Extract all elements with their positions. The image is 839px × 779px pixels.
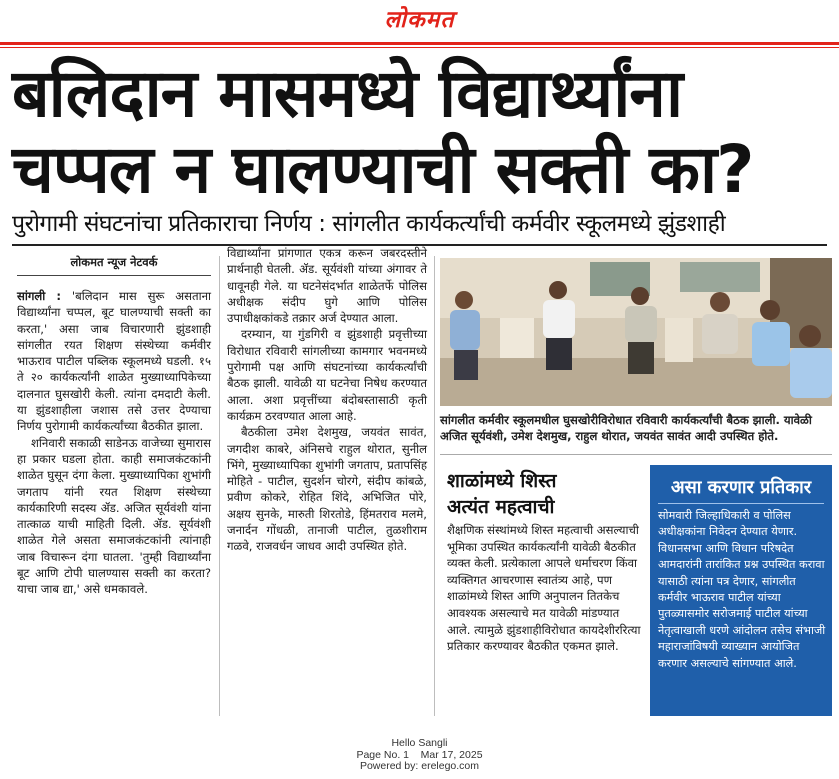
paragraph: बैठकीला उमेश देशमुख, जयवंत सावंत, जगदीश काबरे, अंनिसचे राहुल थोरात, सुनील भिंगे, मुख्याध्यापिका शुभांगी जगताप, प्रतापसिंह मोहिते - पाटील, सुदर्शन चोरगे, संदीप कांबळे, प्रवीण कोकरे, रोहित शिंदे, अभिजित पोरे, अक्षय सुनके, मारुती शिरतोडे, हिंमतराव मलमे, जनार्दन गोंधळी, तानाजी पाटील, तुळशीराम गळवे, राजवर्धन जाधव आदी उपस्थित होते. — [227, 425, 427, 554]
masthead-rule — [0, 42, 839, 45]
masthead-rule-thin — [0, 47, 839, 48]
column-divider — [434, 256, 435, 716]
info-box-heading: असा करणार प्रतिकार — [670, 477, 812, 498]
footer-page-date: Page No. 1 Mar 17, 2025 — [356, 748, 483, 761]
paragraph: दरम्यान, या गुंडगिरी व झुंडशाही प्रवृत्तीच्या विरोधात रविवारी सांगलीच्या कामगार भवनमध्ये पुरोगामी पक्ष आणि संघटनांच्या कार्यकर्त्यांची बैठक झाली. यावेळी या घटनेचा निषेध करण्यात आला. अशा प्रवृत्तींच्या बंदोबस्तासाठी कृती कार्यक्रम ठरवण्यात आला आहे. — [227, 327, 427, 423]
sidebar-heading-line-2: अत्यंत महत्वाची — [447, 496, 555, 518]
footer-powered-by: Powered by: erelego.com — [359, 760, 480, 772]
photo-caption: सांगलीत कर्मवीर स्कूलमधील घुसखोरीविरोधात रविवारी कार्यकर्त्यांची बैठक झाली. यावेळी अजित सूर्यवंशी, उमेश देशमुख, राहुल थोरात, जयवंत सावंत आदी उपस्थित होते. — [440, 413, 812, 443]
sidebar-text: शैक्षणिक संस्थांमध्ये शिस्त महत्वाची असल्याची भूमिका उपस्थित कार्यकर्त्यांनी यावेळी बैठकीत व्यक्त केली. प्रत्येकाला आपले धर्माचरण किंवा व्यक्तिगत आचरणास स्वातंत्र्य आहे, पण शाळांमध्ये शिस्त आणि अनुपालन तितकेच आवश्यक असल्याचे मत यावेळी मांडण्यात आले. त्यामुळे झुंडशाहीविरोधात कायदेशीररित्या प्रतिकार करण्यावर बैठकीत एकमत झाले. — [447, 523, 641, 654]
paragraph — [17, 288, 211, 435]
footer-edition: Hello Sangli — [391, 737, 448, 749]
meeting-photo — [440, 258, 832, 406]
paragraph-text: 'बलिदान मास सुरू असताना विद्यार्थ्यांना चप्पल, बूट घालण्याची सक्ती का करता,' असा जाब विचारणारी झुंडशाही सांगलीत रयत शिक्षण संस्थेच्या कर्मवीर भाऊराव पाटील पब्लिक स्कूलमध्ये घडली. १५ ते २० कार्यकर्त्यांनी शाळेत मुख्याध्यापिकेच्या दालनात घुसखोरी केली. त्यांना दमदाटी केली. या झुंडशाहीला जशास तसे उत्तर देण्याचा निर्णय पुरोगामी कार्यकर्त्यांच्या बैठकीत झाला. — [17, 289, 212, 434]
article-column-1 — [17, 288, 211, 598]
sidebar-heading-line-1: शाळांमध्ये शिस्त — [447, 470, 557, 492]
headline-line-1: बलिदान मासमध्ये विद्यार्थ्यांना — [12, 55, 683, 132]
column-divider — [219, 256, 220, 716]
meeting-photo-illustration — [440, 258, 832, 406]
byline-rule — [17, 275, 211, 276]
paragraph: विद्यार्थ्यांना प्रांगणात एकत्र करून जबरदस्तीने प्रार्थनाही घेतली. ॲड. सूर्यवंशी यांच्या अंगावर ते धावूनही गेले. या घटनेसंदर्भात शाळेतर्फे पोलिस अधीक्षक संदीप घुगे आणि पोलिस उपाधीक्षकांकडे तक्रार अर्ज देण्यात आला. — [227, 246, 427, 326]
caption-rule — [440, 454, 832, 455]
headline-line-2: चप्पल न घालण्याची सक्ती का? — [12, 131, 754, 208]
page-footer — [0, 738, 839, 773]
byline: लोकमत न्यूज नेटवर्क — [70, 255, 158, 269]
info-box-rule — [658, 503, 824, 504]
article-column-2 — [227, 245, 427, 555]
masthead-logo: लोकमत — [384, 6, 455, 33]
paragraph: शनिवारी सकाळी साडेनऊ वाजेच्या सुमारास हा प्रकार घडला होता. काही समाजकंटकांनी शाळेत घुसून दंगा केला. मुख्याध्यापिका शुभांगी जगताप यांनी रयत शिक्षण संस्थेच्या कार्यकारिणी सदस्य ॲड. अजित सूर्यवंशी यांना तात्काळ याची माहिती दिली. ॲड. सूर्यवंशी शाळेत गेले असता समाजकंटकांनी त्यांनाही जाब विचारून दंगा घातला. 'तुम्ही विद्यार्थ्यांना बूट आणि टोपी घालण्यास सक्ती का करता? याचा जाब द्या,' असे धमकावले. — [17, 435, 211, 597]
subheadline: पुरोगामी संघटनांचा प्रतिकाराचा निर्णय : सांगलीत कार्यकर्त्यांची कर्मवीर स्कूलमध्ये झुंडशाही — [12, 211, 726, 237]
info-box-text: सोमवारी जिल्हाधिकारी व पोलिस अधीक्षकांना निवेदन देण्यात येणार. विधानसभा आणि विधान परिषदेत आमदारांनी तारांकित प्रश्न उपस्थित करावा यासाठी त्यांना पत्र देणार, सांगलीत कर्मवीर भाऊराव पाटील यांच्या पुतळ्यासमोर सरोजमाई पाटील यांच्या नेतृत्वाखाली धरणे आंदोलन तसेच संभाजी महाराजांविषयी व्याख्यान आयोजित करणार असल्याचे सांगण्यात आले. — [658, 509, 826, 670]
sidebar-heading — [447, 468, 642, 520]
info-box — [650, 465, 832, 716]
dateline: सांगली : — [17, 289, 62, 303]
